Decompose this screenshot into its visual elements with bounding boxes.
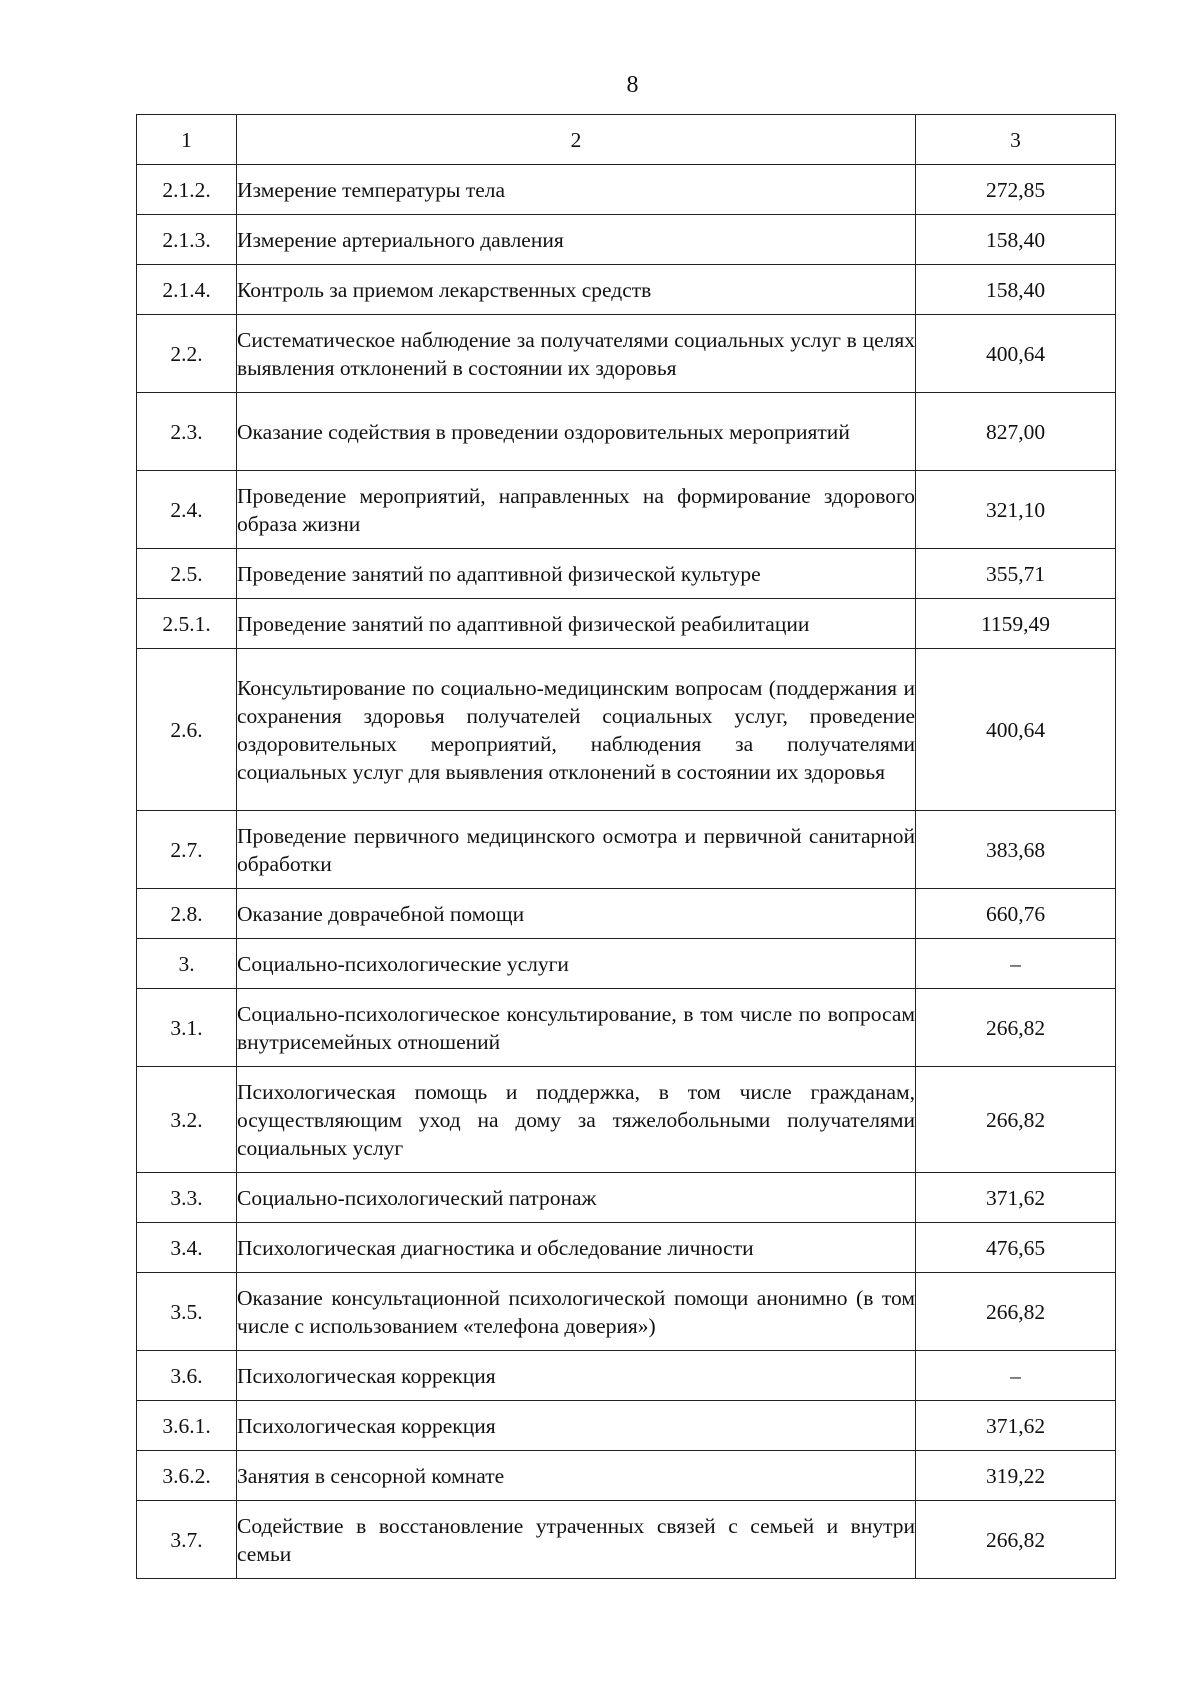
service-price: 383,68	[916, 811, 1116, 889]
row-number: 2.2.	[137, 315, 237, 393]
row-number: 3.3.	[137, 1173, 237, 1223]
row-number: 2.3.	[137, 393, 237, 471]
row-number: 3.5.	[137, 1273, 237, 1351]
row-number: 3.2.	[137, 1067, 237, 1173]
table-row	[137, 1401, 1116, 1451]
service-name: Содействие в восстановление утраченных связей с семьей и внутри семьи	[237, 1501, 916, 1579]
service-price: –	[916, 939, 1116, 989]
services-price-table	[136, 114, 1116, 1579]
service-name: Систематическое наблюдение за получателями социальных услуг в целях выявления отклонений в состоянии их здоровья	[237, 315, 916, 393]
table-row	[137, 599, 1116, 649]
table-row	[137, 393, 1116, 471]
row-number: 2.1.4.	[137, 265, 237, 315]
service-name: Проведение занятий по адаптивной физической реабилитации	[237, 599, 916, 649]
service-name: Оказание доврачебной помощи	[237, 889, 916, 939]
service-price: 266,82	[916, 1273, 1116, 1351]
table-row	[137, 811, 1116, 889]
header-col-3: 3	[916, 115, 1116, 165]
service-price: 319,22	[916, 1451, 1116, 1501]
service-name: Измерение температуры тела	[237, 165, 916, 215]
table-row	[137, 215, 1116, 265]
service-price: 321,10	[916, 471, 1116, 549]
service-price: 827,00	[916, 393, 1116, 471]
service-name: Измерение артериального давления	[237, 215, 916, 265]
row-number: 2.1.3.	[137, 215, 237, 265]
service-name: Оказание содействия в проведении оздоровительных мероприятий	[237, 393, 916, 471]
table-row	[137, 1067, 1116, 1173]
service-name: Социально-психологический патронаж	[237, 1173, 916, 1223]
table-row	[137, 471, 1116, 549]
service-price: 1159,49	[916, 599, 1116, 649]
service-name: Занятия в сенсорной комнате	[237, 1451, 916, 1501]
row-number: 3.4.	[137, 1223, 237, 1273]
service-name: Психологическая диагностика и обследование личности	[237, 1223, 916, 1273]
service-price: 400,64	[916, 315, 1116, 393]
service-name: Социально-психологическое консультирование, в том числе по вопросам внутрисемейных отношений	[237, 989, 916, 1067]
row-number: 2.1.2.	[137, 165, 237, 215]
table-header-row	[137, 115, 1116, 165]
row-number: 3.7.	[137, 1501, 237, 1579]
service-name: Психологическая коррекция	[237, 1401, 916, 1451]
table-row	[137, 1173, 1116, 1223]
service-price: 355,71	[916, 549, 1116, 599]
table-row	[137, 265, 1116, 315]
row-number: 3.6.	[137, 1351, 237, 1401]
service-name: Психологическая коррекция	[237, 1351, 916, 1401]
row-number: 2.4.	[137, 471, 237, 549]
table-row	[137, 1451, 1116, 1501]
service-price: 400,64	[916, 649, 1116, 811]
row-number: 3.	[137, 939, 237, 989]
table-row	[137, 889, 1116, 939]
table-row	[137, 1273, 1116, 1351]
table-row	[137, 1501, 1116, 1579]
service-price: 266,82	[916, 1501, 1116, 1579]
table-row	[137, 315, 1116, 393]
service-name: Проведение первичного медицинского осмотра и первичной санитарной обработки	[237, 811, 916, 889]
service-name: Контроль за приемом лекарственных средств	[237, 265, 916, 315]
header-col-1: 1	[137, 115, 237, 165]
service-price: 371,62	[916, 1401, 1116, 1451]
service-price: 476,65	[916, 1223, 1116, 1273]
table-row	[137, 165, 1116, 215]
table-row	[137, 939, 1116, 989]
table-row	[137, 649, 1116, 811]
row-number: 3.6.2.	[137, 1451, 237, 1501]
table-row	[137, 989, 1116, 1067]
row-number: 3.1.	[137, 989, 237, 1067]
table-row	[137, 549, 1116, 599]
service-name: Проведение занятий по адаптивной физической культуре	[237, 549, 916, 599]
row-number: 2.5.1.	[137, 599, 237, 649]
service-price: –	[916, 1351, 1116, 1401]
service-price: 266,82	[916, 989, 1116, 1067]
row-number: 2.6.	[137, 649, 237, 811]
header-col-2: 2	[237, 115, 916, 165]
service-price: 158,40	[916, 265, 1116, 315]
service-price: 371,62	[916, 1173, 1116, 1223]
service-name: Социально-психологические услуги	[237, 939, 916, 989]
service-price: 158,40	[916, 215, 1116, 265]
service-price: 266,82	[916, 1067, 1116, 1173]
row-number: 2.7.	[137, 811, 237, 889]
table-row	[137, 1351, 1116, 1401]
service-name: Проведение мероприятий, направленных на формирование здорового образа жизни	[237, 471, 916, 549]
row-number: 2.8.	[137, 889, 237, 939]
service-price: 272,85	[916, 165, 1116, 215]
service-name: Оказание консультационной психологической помощи анонимно (в том числе с использованием «телефона доверия»)	[237, 1273, 916, 1351]
table-row	[137, 1223, 1116, 1273]
service-name: Консультирование по социально-медицинским вопросам (поддержания и сохранения здоровья получателей социальных услуг, проведение оздоровительных мероприятий, наблюдения за получателями социальных услуг для выявления отклонений в состоянии их здоровья	[237, 649, 916, 811]
row-number: 2.5.	[137, 549, 237, 599]
service-name: Психологическая помощь и поддержка, в том числе гражданам, осуществляющим уход на дому за тяжелобольными получателями социальных услуг	[237, 1067, 916, 1173]
row-number: 3.6.1.	[137, 1401, 237, 1451]
page-number: 8	[626, 72, 639, 98]
service-price: 660,76	[916, 889, 1116, 939]
